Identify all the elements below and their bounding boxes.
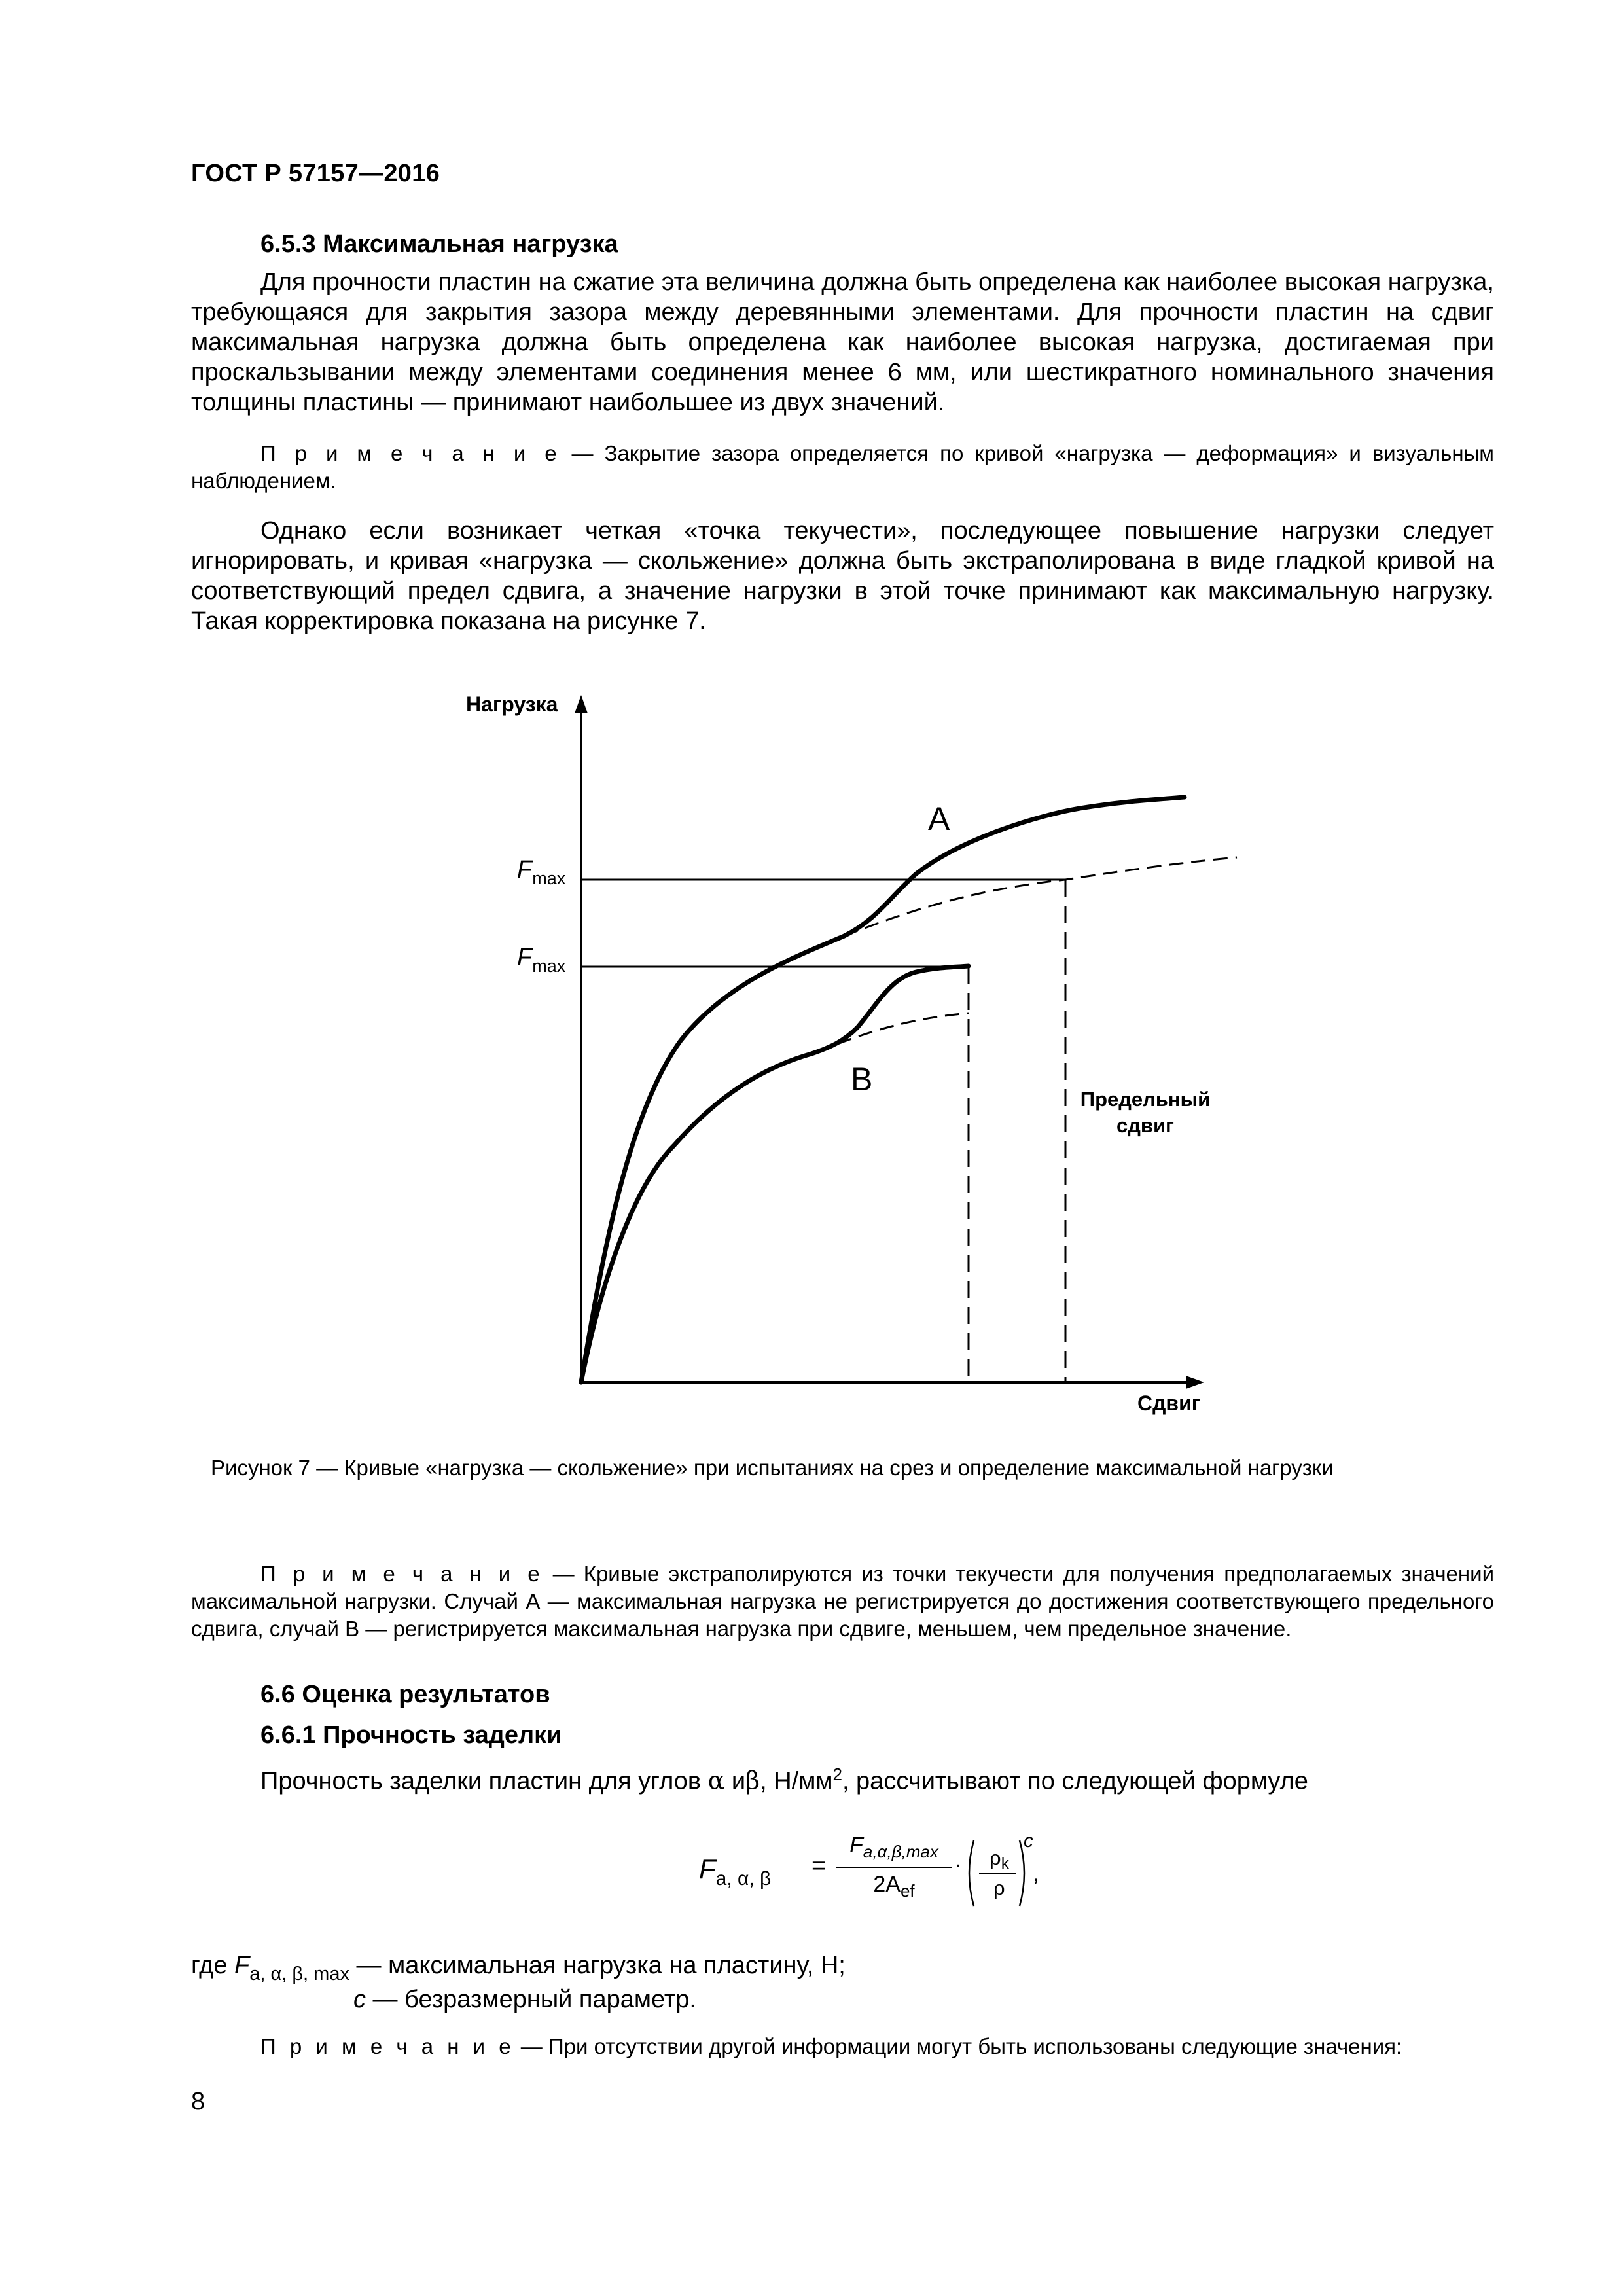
rho-k <box>976 1847 1022 1873</box>
formula-numerator <box>835 1833 953 1861</box>
note-default-values <box>260 2033 1402 2060</box>
beta-symbol: β <box>745 1766 760 1795</box>
alpha-symbol: α <box>707 1766 725 1795</box>
formula-denominator <box>835 1872 953 1901</box>
note-extrapolation <box>191 1560 1494 1643</box>
denominator-subscript: ef <box>900 1881 915 1901</box>
fmax-upper-subscript: max <box>532 869 566 888</box>
where-c-description: — безразмерный параметр. <box>366 1986 696 2013</box>
rho <box>976 1877 1022 1900</box>
fmax-lower-label <box>517 944 566 976</box>
intro-unit: , Н/мм <box>760 1767 833 1795</box>
formula-exponent <box>1024 1830 1033 1852</box>
rho-k-subscript: k <box>1001 1855 1009 1873</box>
numerator-symbol: F <box>849 1833 863 1857</box>
embedment-intro <box>260 1759 1308 1797</box>
page-number: 8 <box>191 2088 205 2115</box>
unit-superscript: 2 <box>832 1765 842 1784</box>
ultimate-slip-line2: сдвиг <box>1116 1114 1174 1137</box>
where-force-subscript: a, α, β, max <box>249 1964 349 1984</box>
note2-text: — Кривые экстраполируются из точки текучести для получения предполагаемых значений максимальной нагрузки. Случай А — максимальная нагрузка не регистрируется до достижения соответствующего предельного сдвига, случай В — регистрируется максимальная нагрузка при сдвиге, меньшем, чем предельное значение. <box>191 1562 1495 1641</box>
embedment-formula <box>699 1830 1039 1918</box>
intro-suffix: , рассчитывают по следующей формуле <box>842 1767 1308 1795</box>
note3-text: — При отсутствии другой информации могут быть использованы следующие значения: <box>514 2034 1402 2058</box>
fraction-bar <box>836 1867 952 1868</box>
formula-dot: · <box>954 1852 962 1877</box>
lhs-subscript: a, α, β <box>715 1868 772 1890</box>
where-line-force <box>191 1950 846 1982</box>
x-axis-label: Сдвиг <box>1137 1391 1201 1415</box>
rho-k-symbol: ρ <box>990 1847 1001 1870</box>
y-axis-label: Нагрузка <box>466 692 558 716</box>
lhs-symbol: F <box>699 1854 716 1884</box>
where-c-symbol: c <box>353 1986 366 2013</box>
formula-lhs <box>699 1854 772 1890</box>
ultimate-slip-line1: Предельный <box>1080 1088 1211 1111</box>
document-header: ГОСТ Р 57157—2016 <box>191 160 440 187</box>
section-title-6-6-1: 6.6.1 Прочность заделки <box>260 1721 562 1749</box>
fmax-lower-symbol: F <box>517 944 533 971</box>
formula-equals: = <box>812 1852 827 1880</box>
curve-a-extrapolated <box>844 857 1237 936</box>
ultimate-slip-label <box>1067 1086 1224 1139</box>
paragraph-max-load: Для прочности пластин на сжатие эта величина должна быть определена как наиболее высокая нагрузка, требующаяся для закрытия зазора между деревянными элементами. Для прочности пластин на сдвиг максимальная нагрузка должна быть определена как наиболее высокая нагрузка, достигаемая при проскальзывании между элементами соединения менее 6 мм, или шестикратного номинального значения толщины пластины — принимают наибольшее из двух значений. <box>191 268 1494 416</box>
y-axis-arrow <box>575 695 588 713</box>
curve-b-label: B <box>851 1061 873 1098</box>
where-force-description: — максимальная нагрузка на пластину, Н; <box>349 1952 846 1979</box>
exponent-symbol: c <box>1024 1830 1033 1852</box>
curve-b <box>581 966 969 1382</box>
rho-symbol: ρ <box>993 1877 1005 1900</box>
x-axis-arrow <box>1186 1376 1204 1389</box>
note-gap-closure <box>191 440 1494 495</box>
paragraph-yield-point: Однако если возникает четкая «точка текучести», последующее повышение нагрузки следует игнорировать, и кривая «нагрузка — скольжение» должна быть экстраполирована в виде гладкой кривой на соответствующий предел сдвига, а значение нагрузки в этой точке принимают как максимальную нагрузку. Такая корректировка показана на рисунке 7. <box>191 517 1494 635</box>
load-slip-figure <box>458 681 1309 1427</box>
denominator-text: 2A <box>873 1872 901 1897</box>
note-text: — Закрытие зазора определяется по кривой «нагрузка — деформация» и визуальным наблюдением. <box>191 441 1494 493</box>
fmax-upper-label <box>517 856 566 888</box>
note3-label: П р и м е ч а н и е <box>260 2034 515 2058</box>
intro-and: и <box>731 1767 746 1795</box>
section-title-6-5-3: 6.5.3 Максимальная нагрузка <box>260 230 618 258</box>
intro-prefix: Прочность заделки пластин для углов <box>260 1767 702 1795</box>
fmax-lower-subscript: max <box>532 956 566 976</box>
fmax-upper-symbol: F <box>517 856 533 884</box>
numerator-subscript: a,α,β,max <box>863 1842 938 1861</box>
curve-a-label: A <box>928 800 950 837</box>
figure-caption: Рисунок 7 — Кривые «нагрузка — скольжение» при испытаниях на срез и определение максимальной нагрузки <box>211 1456 1334 1480</box>
formula-comma: , <box>1033 1861 1039 1886</box>
where-prefix: где <box>191 1952 228 1979</box>
where-line-c <box>353 1984 696 2015</box>
note-label: П р и м е ч а н и е <box>260 441 561 465</box>
where-force-symbol: F <box>234 1952 250 1979</box>
note2-label: П р и м е ч а н и е <box>260 1562 544 1586</box>
section-title-6-6: 6.6 Оценка результатов <box>260 1681 550 1708</box>
